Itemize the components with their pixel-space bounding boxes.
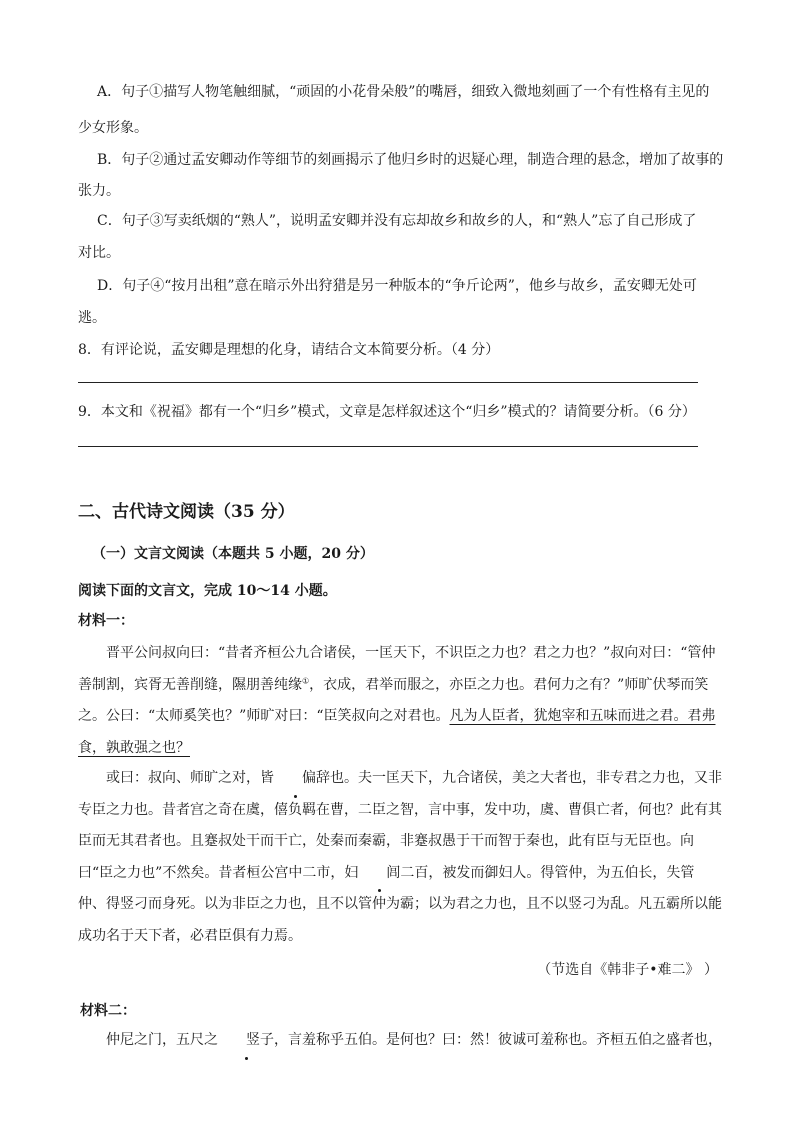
underlined-sentence: 凡为人臣者，犹炮宰和五味而进之君。君弗食，孰敢强之也？ bbox=[78, 708, 716, 756]
option-b-line2: 张力。 bbox=[78, 183, 120, 199]
footnote-marker: ① bbox=[302, 675, 310, 685]
paragraph-1-text-b: ，衣成，君举而服之，亦臣之力也。君何力之有？”师旷伏琴而笑之。公曰：“太师奚笑也？”师旷对曰：“臣笑叔向之对君也。 bbox=[78, 676, 709, 724]
material-1-paragraph-1 bbox=[78, 638, 722, 764]
option-c-line2: 对比。 bbox=[78, 245, 120, 261]
option-a-line1: A．句子①描写人物笔触细腻，“顽固的小花骨朵般”的嘴唇，细致入微地刻画了一个有性格有主见的 bbox=[97, 84, 710, 100]
paragraph-1-text-a: 晋平公问叔向曰：“昔者齐桓公九合诸侯，一匡天下，不识臣之力也？君之力也？”叔向对曰：“管仲善制割，宾胥无善削缝，隰朋善纯缘 bbox=[78, 645, 716, 693]
subsection-title: （一）文言文阅读（本题共 5 小题，20 分） bbox=[92, 546, 374, 562]
source-citation: （节选自《韩非子•难二》 ） bbox=[537, 962, 718, 978]
answer-line-q8[interactable] bbox=[78, 382, 698, 383]
paragraph-3-text-b: ，言羞称乎五伯。是何也？曰：然！彼诚可羞称也。齐桓五伯之盛者也， bbox=[274, 1032, 722, 1048]
emphasized-word: 偏 bbox=[274, 763, 316, 795]
option-a-line2: 少女形象。 bbox=[78, 120, 148, 136]
paragraph-3-text-a: 仲尼之门，五尺之 bbox=[106, 1032, 218, 1048]
emphasized-word-3: 竖子 bbox=[218, 1025, 274, 1057]
material-2-paragraph-1 bbox=[78, 1025, 728, 1057]
question-8: 8．有评论说，孟安卿是理想的化身，请结合文本简要分析。（4 分） bbox=[78, 342, 500, 358]
paragraph-2-text-a: 或曰：叔向、师旷之对，皆 bbox=[106, 770, 274, 786]
material-1-label: 材料一： bbox=[78, 613, 134, 629]
option-d-line1: D．句子④“按月出租”意在暗示外出狩猎是另一种版本的“争斤论两”，他乡与故乡，孟安卿无处可 bbox=[97, 278, 697, 294]
answer-line-q9[interactable] bbox=[78, 446, 698, 447]
paragraph-2-text-c: 二百，被发而御妇人。得管仲，为五伯长，失管仲、得竖刁而身死。以为非臣之力也，且不以管仲为霸；以为君之力也，且不以竖刁为乱。凡五霸所以能成功名于天下者，必君臣俱有力焉。 bbox=[78, 864, 722, 944]
paragraph-2-text-b: 辞也。夫一匡天下，九合诸侯，美之大者也，非专君之力也，又非专臣之力也。昔者宫之奇在虞，僖负羁在曹，二臣之智，言中事，发中功，虞、曹俱亡者，何也？此有其臣而无其君者也。且蹇叔处干而干亡，处秦而秦霸，非蹇叔愚于干而智于秦也，此有臣与无臣也。向曰“臣之力也”不然矣。昔者桓公宫中二市，妇 bbox=[78, 770, 722, 881]
option-d-line2: 逃。 bbox=[78, 310, 106, 326]
reading-instruction: 阅读下面的文言文，完成 10～14 小题。 bbox=[78, 583, 337, 599]
emphasized-word-2: 闾 bbox=[358, 858, 400, 890]
material-1-paragraph-2 bbox=[78, 763, 722, 952]
question-9: 9．本文和《祝福》都有一个“归乡”模式，文章是怎样叙述这个“归乡”模式的？请简要分析。（6 分） bbox=[78, 404, 696, 420]
material-2-label: 材料二： bbox=[80, 1003, 136, 1019]
section-title: 二、古代诗文阅读（35 分） bbox=[78, 502, 295, 522]
option-b-line1: B．句子②通过孟安卿动作等细节的刻画揭示了他归乡时的迟疑心理，制造合理的悬念，增加了故事的 bbox=[97, 152, 724, 168]
option-c-line1: C．句子③写卖纸烟的“熟人”，说明孟安卿并没有忘却故乡和故乡的人，和“熟人”忘了自己形成了 bbox=[97, 213, 697, 229]
